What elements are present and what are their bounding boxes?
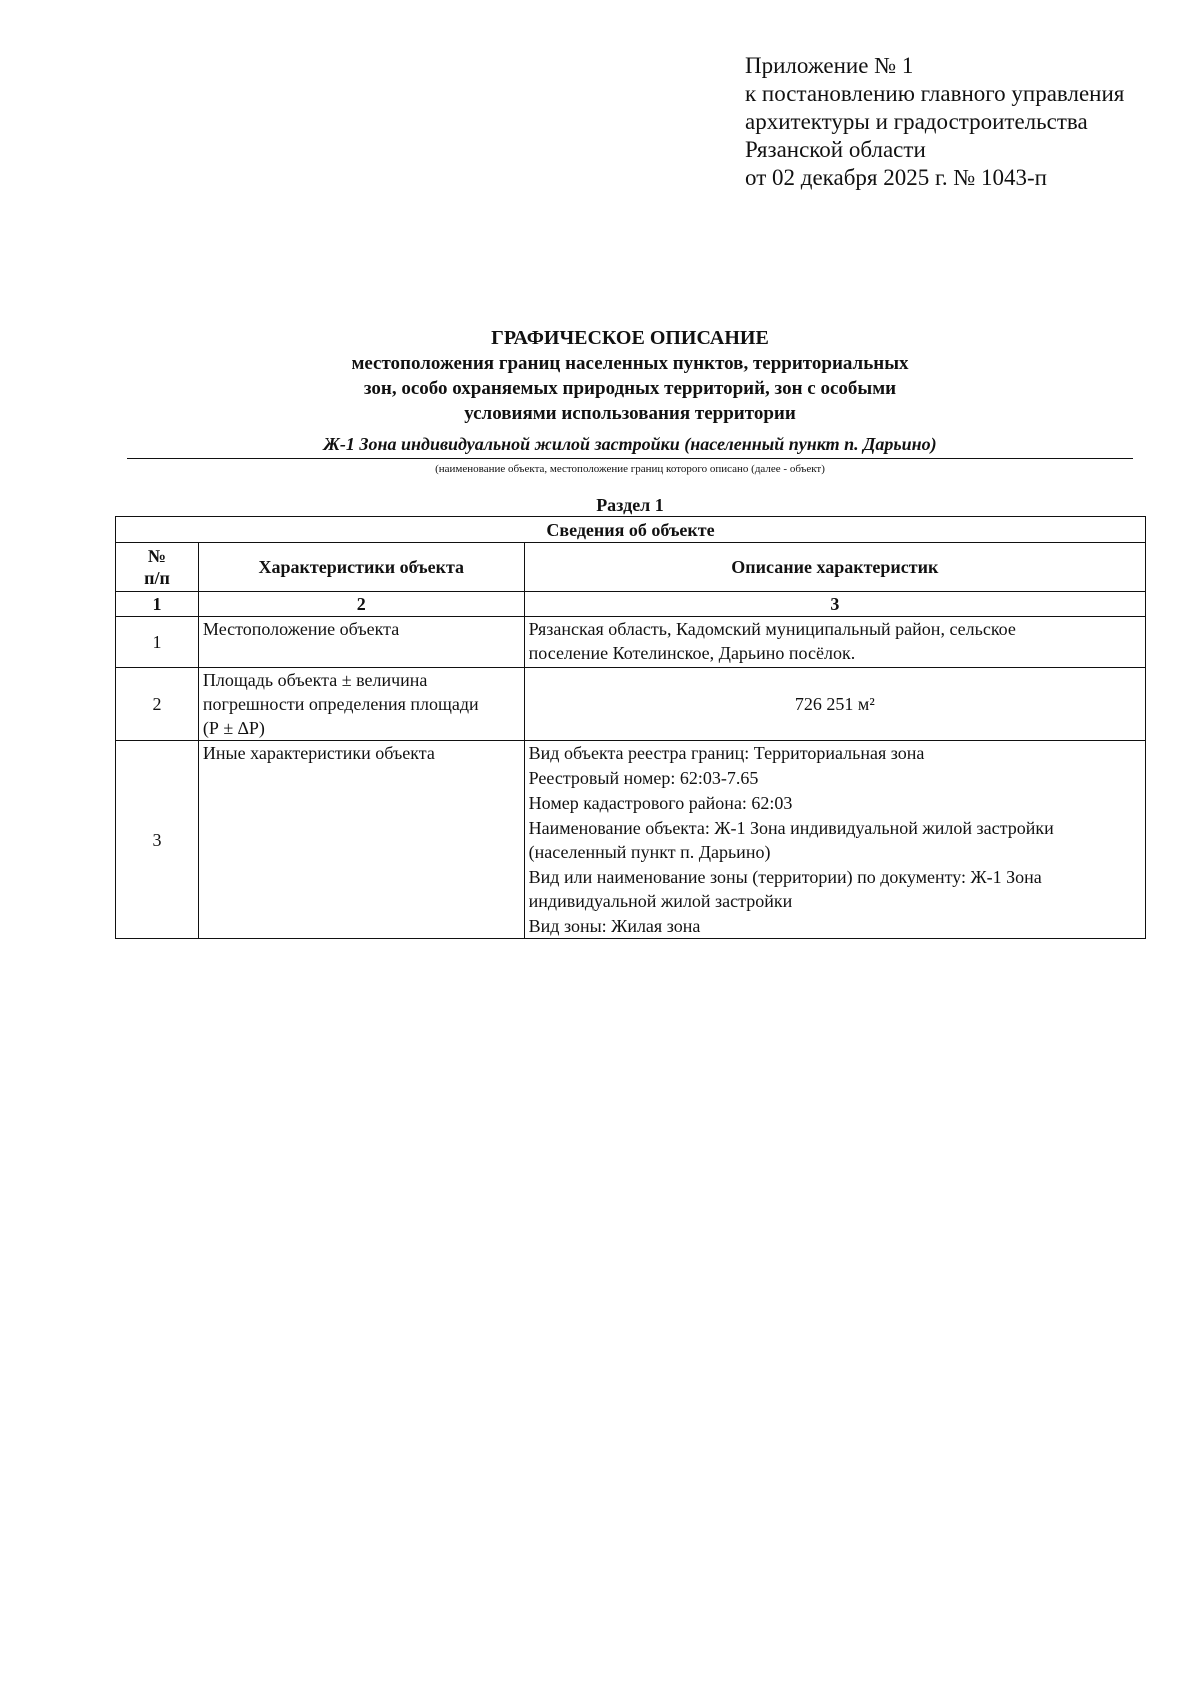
appendix-line: от 02 декабря 2025 г. № 1043-п (745, 165, 1047, 190)
header-description: Описание характеристик (524, 543, 1145, 592)
row-description (524, 617, 1145, 668)
column-number-row (116, 592, 1146, 617)
row-characteristic: Иные характеристики объекта (198, 741, 524, 939)
object-name: Ж-1 Зона индивидуальной жилой застройки (населенный пункт п. Дарьино) (127, 432, 1133, 459)
appendix-line: Рязанской области (745, 137, 926, 162)
table-row (116, 617, 1146, 668)
description-line: поселение Котелинское, Дарьино посёлок. (528, 643, 856, 663)
row-characteristic (198, 668, 524, 741)
column-number: 3 (524, 592, 1145, 617)
section-label: Раздел 1 (596, 495, 664, 515)
table-row (116, 668, 1146, 741)
description-line: Вид или наименование зоны (территории) по документу: Ж-1 Зона (528, 867, 1042, 887)
column-number: 1 (116, 592, 199, 617)
document-title (120, 326, 1140, 426)
row-number: 1 (116, 617, 199, 668)
description-line: Вид объекта реестра границ: Территориальная зона (528, 743, 925, 763)
header-characteristics: Характеристики объекта (198, 543, 524, 592)
description-line: индивидуальной жилой застройки (528, 891, 793, 911)
table-row (116, 741, 1146, 939)
appendix-line: к постановлению главного управления (745, 81, 1125, 106)
description-line: Наименование объекта: Ж-1 Зона индивидуальной жилой застройки (528, 818, 1054, 838)
table-header-row (116, 543, 1146, 592)
appendix-line: архитектуры и градостроительства (745, 109, 1088, 134)
object-info-table (115, 516, 1146, 939)
appendix-line: Приложение № 1 (745, 53, 914, 78)
description-line: (населенный пункт п. Дарьино) (528, 842, 771, 862)
description-line: Реестровый номер: 62:03-7.65 (528, 768, 759, 788)
header-num-line1: № (147, 546, 166, 566)
title-main: ГРАФИЧЕСКОЕ ОПИСАНИЕ (491, 327, 769, 349)
header-num (116, 543, 199, 592)
appendix-header (745, 52, 1185, 192)
title-line: местоположения границ населенных пунктов, территориальных (351, 353, 909, 374)
row-description: 726 251 м² (524, 668, 1145, 741)
row-characteristic: Местоположение объекта (198, 617, 524, 668)
table-title-row (116, 517, 1146, 543)
title-line: условиями использования территории (464, 403, 796, 424)
characteristic-line: (Р ± ∆Р) (202, 718, 265, 738)
table-title: Сведения об объекте (116, 517, 1146, 543)
row-number: 2 (116, 668, 199, 741)
description-line: Рязанская область, Кадомский муниципальный район, сельское (528, 619, 1016, 639)
row-description (524, 741, 1145, 939)
description-line: Номер кадастрового района: 62:03 (528, 793, 793, 813)
description-line: Вид зоны: Жилая зона (528, 916, 701, 936)
title-line: зон, особо охраняемых природных территорий, зон с особыми (363, 378, 897, 399)
characteristic-line: погрешности определения площади (202, 694, 479, 714)
column-number: 2 (198, 592, 524, 617)
object-caption: (наименование объекта, местоположение границ которого описано (далее - объект) (435, 463, 825, 475)
header-num-line2: п/п (144, 568, 170, 588)
characteristic-line: Площадь объекта ± величина (202, 670, 428, 690)
row-number: 3 (116, 741, 199, 939)
